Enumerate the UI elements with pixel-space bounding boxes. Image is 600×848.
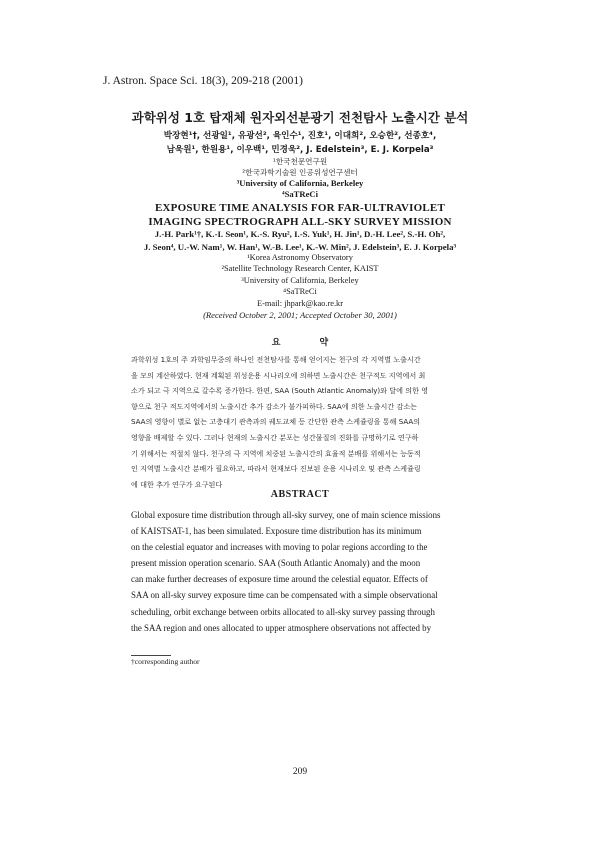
english-abstract-line: of KAISTSAT-1, has been simulated. Exposure time distribution has its minimum [131,526,422,537]
korean-abstract-line: 기 위해서는 적절치 않다. 천구의 극 지역에 치중된 노출시간의 효율적 분배를 위해서는 능동적 [131,448,421,458]
english-abstract-line: the SAA region and ones allocated to upper atmosphere observations not affected by [131,622,432,633]
english-affiliation: ³University of California, Berkeley [241,275,359,285]
english-title-line: EXPOSURE TIME ANALYSIS FOR FAR-ULTRAVIOLET [155,202,445,214]
korean-abstract-line: 소가 되고 극 지역으로 갈수록 증가한다. 한편, SAA (South Atlantic Anomaly)와 달에 의한 영 [131,386,429,396]
korean-abstract [131,352,471,492]
korean-authors-line: 남욱원¹, 한원용¹, 이우백¹, 민경욱², J. Edelstein³, E. J. Korpela³ [166,145,434,155]
korean-abstract-line: 향으로 천구 적도지역에서의 노출시간 추가 감소가 불가피하다. SAA에 의한 노출시간 감소는 [131,401,418,411]
english-affiliation: ⁴SaTReCi [283,287,317,297]
abstract-heading: ABSTRACT [270,489,330,500]
english-abstract-line: on the celestial equator and increases with moving to polar regions according to the [131,542,428,553]
english-affiliation: ²Satellite Technology Research Center, KAIST [221,264,379,274]
english-authors [0,228,600,254]
korean-abstract-line: 영향을 배제할 수 있다. 그러나 현재의 노출시간 분포는 성간물질의 진화를 규명하기로 연구하 [131,432,419,442]
journal-citation: J. Astron. Space Sci. 18(3), 209-218 (2001) [103,75,303,87]
korean-abstract-line: SAA의 영향이 별로 없는 고층대기 관측과의 궤도교체 등 간단한 관측 스케쥴링을 통해 SAA의 [131,417,421,427]
korean-affiliation: ³University of California, Berkeley [236,178,364,188]
korean-abstract-heading: 요 약 [271,338,347,348]
korean-affiliation: ²한국과학기술원 인공위성연구센터 [242,168,358,177]
korean-abstract-line: 인 지역별 노출시간 분배가 필요하고, 따라서 현재보다 진보된 운용 시나리오 및 관측 스케쥴링 [131,464,421,474]
korean-authors-line: 박장현¹†, 선광일¹, 유광선², 육인수¹, 진호¹, 이대희², 오승한², 선종호⁴, [163,131,437,141]
korean-abstract-line: 에 대한 추가 연구가 요구된다 [131,479,223,489]
english-affiliation: ¹Korea Astronomy Observatory [247,253,353,262]
english-abstract-line: can make further decreases of exposure time around the celestial equator. Effects of [131,574,428,585]
korean-affiliations [0,156,600,200]
english-authors-line: J.-H. Park¹†, K.-I. Seon¹, K.-S. Ryu², I.-S. Yuk¹, H. Jin¹, D.-H. Lee², S.-H. Oh², [154,229,446,239]
page-number: 209 [292,767,308,777]
english-authors-line: J. Seon⁴, U.-W. Nam¹, W. Han¹, W.-B. Lee¹, K.-W. Min², J. Edelstein³, E. J. Korpela³ [143,242,457,252]
footnote: †corresponding author [131,657,200,666]
english-abstract-line: Global exposure time distribution through all-sky survey, one of main science missions [131,510,441,520]
korean-title: 과학위성 1호 탑재체 원자외선분광기 전천탐사 노출시간 분석 [131,110,469,125]
korean-abstract-line: 과학위성 1호의 주 과학임무중의 하나인 전천탐사를 통해 얻어지는 천구의 각 지역별 노출시간 [131,355,421,364]
korean-affiliation: ¹한국천문연구원 [272,157,328,166]
received-dates: (Received October 2, 2001; Accepted October 30, 2001) [203,310,397,320]
author-email: E-mail: jhpark@kao.re.kr [256,298,344,308]
english-abstract-line: present mission operation scenario. SAA (South Atlantic Anomaly) and the moon [131,558,421,569]
korean-authors [0,129,600,157]
english-title-line: IMAGING SPECTROGRAPH ALL-SKY SURVEY MISSION [148,216,452,228]
english-abstract-line: SAA on all-sky survey exposure time can be compensated with a simple observational [131,590,438,601]
english-abstract-line: scheduling, orbit exchange between orbits allocated to all-sky survey passing through [131,606,435,617]
korean-abstract-line: 을 모의 계산하였다. 현재 계획된 위성운용 시나리오에 의하면 노출시간은 천구적도 지역에서 최 [131,370,426,380]
footnote-rule [131,655,171,656]
korean-affiliation: ⁴SaTReCi [282,189,318,199]
english-title [0,201,600,229]
english-affiliations [0,252,600,309]
english-abstract [131,507,471,636]
